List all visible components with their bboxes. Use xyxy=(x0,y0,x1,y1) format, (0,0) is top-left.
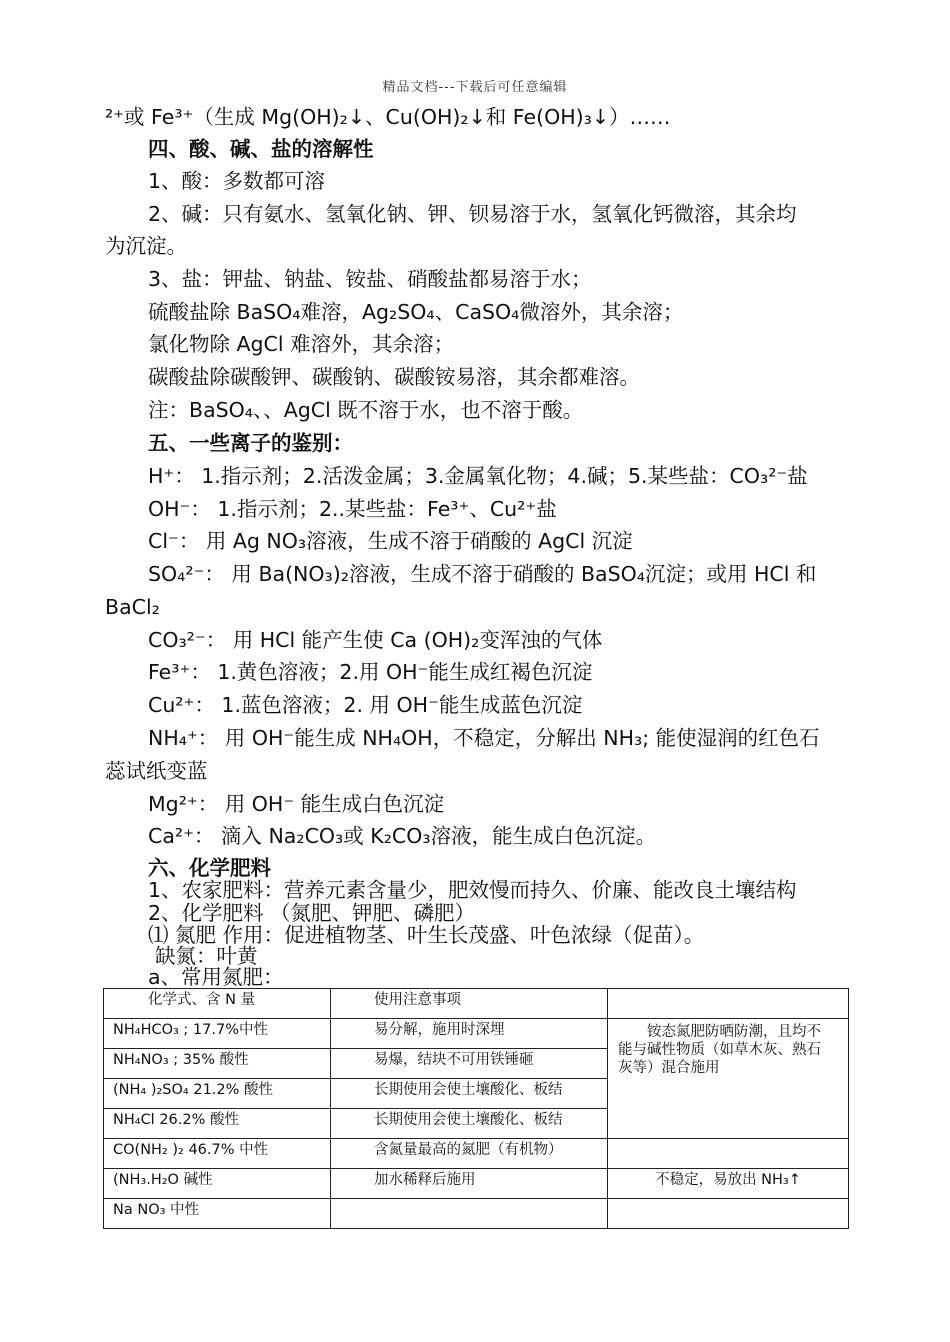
table-cell: CO(NH₂ )₂ 46.7% 中性 xyxy=(104,1139,331,1169)
table-header-cell: 化学式、含 N 量 xyxy=(104,989,331,1019)
text-line: 缺氮：叶黄 xyxy=(155,944,258,968)
table-cell: 加水稀释后施用 xyxy=(331,1169,608,1199)
text-line: 1、酸：多数都可溶 xyxy=(148,169,326,193)
table-cell: 长期使用会使土壤酸化、板结 xyxy=(331,1079,608,1109)
section-heading: 六、化学肥料 xyxy=(148,856,271,880)
table-cell xyxy=(608,1139,849,1169)
text-line: Cl⁻： 用 Ag NO₃溶液，生成不溶于硝酸的 AgCl 沉淀 xyxy=(148,529,633,553)
table-cell: (NH₃.H₂O 碱性 xyxy=(104,1169,331,1199)
text-line: 3、盐：钾盐、钠盐、铵盐、硝酸盐都易溶于水； xyxy=(148,267,592,291)
page-header: 精品文档---下载后可任意编辑 xyxy=(382,80,568,95)
table-cell: Na NO₃ 中性 xyxy=(104,1199,331,1229)
table-cell: 易爆，结块不可用铁锤砸 xyxy=(331,1049,608,1079)
table-cell: NH₄Cl 26.2% 酸性 xyxy=(104,1109,331,1139)
text-line: 注：BaSO₄、、AgCl 既不溶于水，也不溶于酸。 xyxy=(148,398,584,422)
text-line: 2、化学肥料 （氮肥、钾肥、磷肥） xyxy=(148,901,476,925)
text-line: Fe³⁺： 1.黄色溶液；2.用 OH⁻能生成红褐色沉淀 xyxy=(148,660,593,684)
section-heading: 四、酸、碱、盐的溶解性 xyxy=(148,137,374,161)
table-cell: (NH₄ )₂SO₄ 21.2% 酸性 xyxy=(104,1079,331,1109)
table-row xyxy=(104,1199,849,1229)
text-line: CO₃²⁻： 用 HCl 能产生使 Ca (OH)₂变浑浊的气体 xyxy=(148,628,603,652)
table-cell: 易分解，施用时深埋 xyxy=(331,1019,608,1049)
text-line: Mg²⁺： 用 OH⁻ 能生成白色沉淀 xyxy=(148,792,445,816)
text-line: 为沉淀。 xyxy=(105,234,187,258)
text-line: Ca²⁺： 滴入 Na₂CO₃或 K₂CO₃溶液，能生成白色沉淀。 xyxy=(148,824,657,848)
text-line: ²⁺或 Fe³⁺（生成 Mg(OH)₂↓、Cu(OH)₂↓和 Fe(OH)₃↓）…… xyxy=(105,105,671,129)
text-line: H⁺： 1.指示剂；2.活泼金属；3.金属氧化物；4.碱；5.某些盐：CO₃²⁻盐 xyxy=(148,464,808,488)
table-cell: NH₄HCO₃ ; 17.7%中性 xyxy=(104,1019,331,1049)
text-line: OH⁻： 1.指示剂；2..某些盐：Fe³⁺、Cu²⁺盐 xyxy=(148,497,557,521)
table-cell: 长期使用会使土壤酸化、板结 xyxy=(331,1109,608,1139)
text-line: 2、碱：只有氨水、氢氧化钠、钾、钡易溶于水，氢氧化钙微溶，其余均 xyxy=(148,202,797,226)
text-line: 1、农家肥料：营养元素含量少，肥效慢而持久、价廉、能改良土壤结构 xyxy=(148,878,797,902)
text-line: 氯化物除 AgCl 难溶外，其余溶； xyxy=(148,332,455,356)
table-cell xyxy=(331,1199,608,1229)
table-header-row xyxy=(104,989,849,1019)
text-line: 蕊试纸变蓝 xyxy=(105,759,208,783)
table-cell: 含氮量最高的氮肥（有机物） xyxy=(331,1139,608,1169)
table-cell: 不稳定，易放出 NH₃↑ xyxy=(608,1169,849,1199)
table-header-cell: 使用注意事项 xyxy=(331,989,608,1019)
text-line: Cu²⁺： 1.蓝色溶液；2. 用 OH⁻能生成蓝色沉淀 xyxy=(148,693,583,717)
table-cell: NH₄NO₃ ; 35% 酸性 xyxy=(104,1049,331,1079)
text-line: ⑴ 氮肥 作用：促进植物茎、叶生长茂盛、叶色浓绿（促苗）。 xyxy=(148,923,705,947)
text-line: NH₄⁺： 用 OH⁻能生成 NH₄OH，不稳定，分解出 NH₃; 能使湿润的红色石 xyxy=(148,726,820,750)
table-header-cell xyxy=(608,989,849,1019)
merged-note-cell: 铵态氮肥防晒防潮，且均不能与碱性物质（如草木灰、熟石灰等）混合施用 xyxy=(608,1019,849,1139)
text-line: SO₄²⁻： 用 Ba(NO₃)₂溶液，生成不溶于硝酸的 BaSO₄沉淀；或用 HCl 和 xyxy=(148,562,817,586)
table-row xyxy=(104,1139,849,1169)
text-line: 硫酸盐除 BaSO₄难溶，Ag₂SO₄、CaSO₄微溶外，其余溶； xyxy=(148,300,684,324)
text-line: 碳酸盐除碳酸钾、碳酸钠、碳酸铵易溶，其余都难溶。 xyxy=(148,365,640,389)
table-cell xyxy=(608,1199,849,1229)
table-row xyxy=(104,1019,849,1049)
table-row xyxy=(104,1169,849,1199)
section-heading: 五、一些离子的鉴别： xyxy=(148,431,353,455)
text-line: a、常用氮肥： xyxy=(148,965,284,989)
nitrogen-fertilizer-table xyxy=(103,988,849,1229)
text-line: BaCl₂ xyxy=(105,595,160,619)
